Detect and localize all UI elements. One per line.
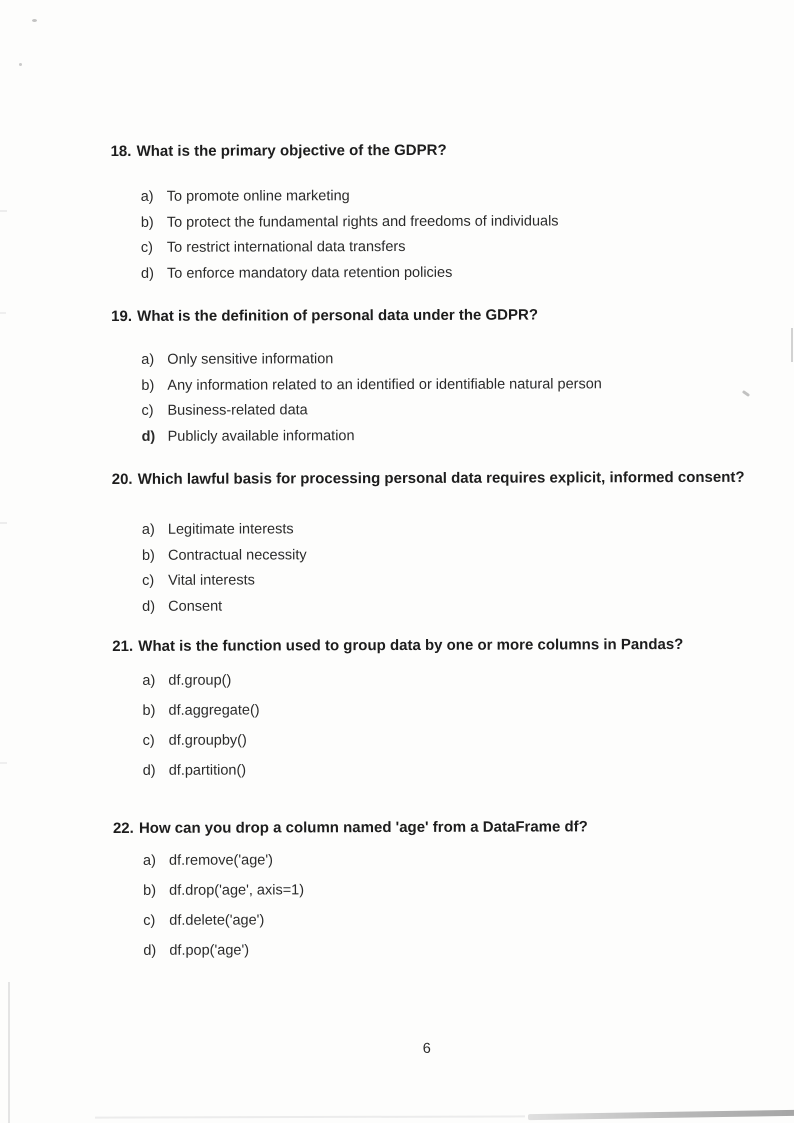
option-letter: d): [140, 265, 154, 282]
question-heading: [111, 140, 769, 161]
option-row: [142, 544, 770, 565]
option-row: [143, 760, 771, 781]
option-letter: d): [142, 598, 156, 615]
option-row: [143, 910, 771, 931]
question-heading: [111, 305, 769, 326]
options-list: [142, 670, 770, 781]
question-text: What is the definition of personal data under the GDPR?: [137, 306, 539, 325]
question-text: What is the primary objective of the GDPR?: [136, 141, 447, 160]
option-text: To enforce mandatory data retention policies: [166, 264, 453, 282]
question-21: [112, 635, 771, 792]
question-text: How can you drop a column named 'age' from a DataFrame df?: [138, 818, 588, 837]
question-number: 18.: [110, 142, 132, 160]
option-row: [142, 519, 770, 540]
option-letter: d): [143, 942, 157, 959]
option-letter: b): [141, 377, 155, 394]
option-letter: a): [141, 521, 155, 538]
question-22: [113, 817, 772, 972]
option-letter: b): [141, 547, 155, 564]
option-text: df.delete('age'): [169, 912, 265, 929]
option-row: [142, 700, 770, 721]
page-number: 6: [422, 1040, 431, 1057]
question-heading: [112, 468, 770, 489]
option-letter: c): [143, 912, 156, 929]
option-row: [141, 262, 769, 283]
question-number: 20.: [111, 470, 133, 488]
option-text: df.partition(): [168, 762, 247, 779]
option-row: [141, 374, 769, 395]
option-text: Publicly available information: [167, 427, 355, 445]
option-letter: c): [141, 402, 154, 419]
question-number: 22.: [112, 819, 134, 837]
option-row: [143, 730, 771, 751]
option-letter: c): [140, 239, 154, 256]
option-row: [142, 595, 770, 616]
option-text: To restrict international data transfers: [166, 238, 406, 256]
option-letter: a): [143, 852, 156, 869]
option-text: Business-related data: [167, 402, 308, 419]
option-letter: b): [143, 882, 157, 899]
option-row: [143, 940, 771, 961]
option-text: df.remove('age'): [169, 852, 273, 869]
option-row: [142, 670, 770, 691]
question-heading: [112, 635, 770, 656]
option-letter: b): [142, 702, 156, 719]
option-letter: d): [141, 428, 156, 445]
option-text: Only sensitive information: [167, 351, 334, 368]
option-letter: a): [140, 188, 154, 205]
option-letter: c): [142, 572, 155, 589]
options-list: [141, 349, 769, 447]
option-text: Legitimate interests: [167, 521, 294, 538]
option-letter: a): [141, 351, 155, 368]
option-row: [141, 349, 769, 370]
option-text: df.drop('age', axis=1): [169, 882, 305, 899]
question-20: [112, 468, 771, 623]
option-text: Any information related to an identified or identifiable natural person: [167, 375, 602, 394]
option-row: [143, 850, 771, 871]
question-number: 19.: [111, 307, 133, 325]
question-heading: [113, 817, 771, 838]
option-row: [141, 186, 769, 207]
option-text: Contractual necessity: [167, 546, 307, 564]
option-letter: d): [142, 762, 156, 779]
option-text: Consent: [168, 598, 223, 615]
option-row: [142, 425, 770, 446]
options-list: [141, 186, 769, 284]
option-row: [141, 211, 769, 232]
question-text: What is the function used to group data by one or more columns in Pandas?: [138, 636, 684, 655]
option-text: df.aggregate(): [168, 702, 260, 719]
options-list: [143, 850, 771, 961]
option-text: To promote online marketing: [166, 188, 350, 205]
option-row: [143, 880, 771, 901]
option-text: df.groupby(): [168, 732, 247, 749]
option-letter: b): [140, 214, 154, 231]
option-text: df.group(): [168, 672, 232, 689]
option-row: [142, 570, 770, 591]
question-19: [111, 305, 770, 453]
option-letter: a): [142, 672, 156, 689]
option-text: To protect the fundamental rights and freedoms of individuals: [166, 212, 559, 231]
question-18: [111, 140, 770, 290]
option-letter: c): [142, 732, 155, 749]
option-row: [141, 237, 769, 258]
option-text: df.pop('age'): [169, 942, 250, 959]
question-text: Which lawful basis for processing personal data requires explicit, informed consent?: [137, 468, 745, 488]
option-row: [141, 400, 769, 421]
options-list: [142, 519, 770, 617]
question-number: 21.: [112, 637, 134, 655]
option-text: Vital interests: [168, 572, 255, 589]
